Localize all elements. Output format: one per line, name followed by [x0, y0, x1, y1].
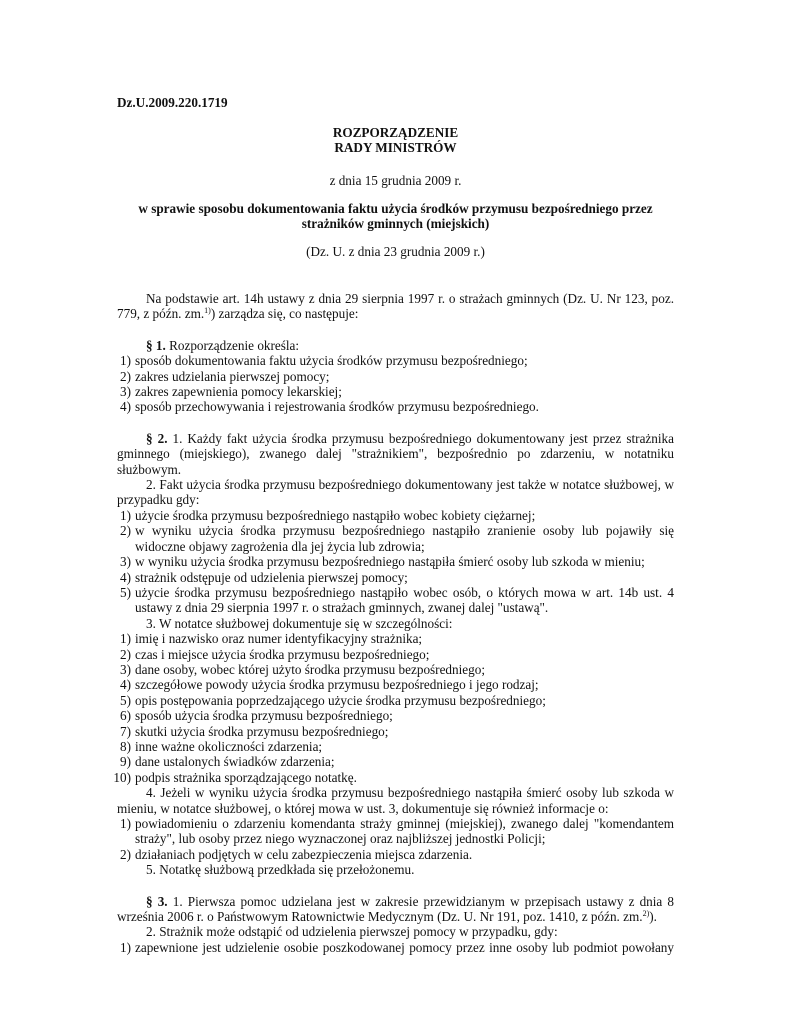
list-item	[117, 708, 674, 723]
list-item	[117, 816, 674, 847]
section-2-paragraph-5: 5. Notatkę służbową przedkłada się przełożonemu.	[146, 862, 415, 878]
title-line-2: RADY MINISTRÓW	[334, 140, 457, 156]
list-number: 2)	[120, 646, 131, 662]
list-number: 6)	[120, 708, 131, 724]
list-text: imię i nazwisko oraz numer identyfikacyjny strażnika;	[135, 631, 423, 647]
subject-text: w sprawie sposobu dokumentowania faktu użycia środków przymusu bezpośredniego przez strażników gminnych (miejskich)	[138, 201, 653, 232]
publication-note: (Dz. U. z dnia 23 grudnia 2009 r.)	[306, 244, 485, 259]
list-item	[117, 847, 674, 862]
document-title	[117, 125, 674, 156]
list-number: 5)	[120, 584, 131, 600]
list-number: 1)	[120, 631, 131, 647]
document-id: Dz.U.2009.220.1719	[117, 95, 228, 110]
list-text: strażnik odstępuje od udzielenia pierwszej pomocy;	[135, 569, 408, 585]
list-item	[117, 570, 674, 585]
list-item	[117, 631, 674, 646]
list-number: 4)	[120, 569, 131, 585]
list-number: 1)	[120, 939, 131, 955]
list-item	[117, 647, 674, 662]
list-text: zapewnione jest udzielenie osobie poszkodowanej pomocy przez inne osoby lub podmiot powołany	[135, 939, 674, 955]
list-item	[117, 662, 674, 677]
list-text: szczegółowe powody użycia środka przymusu bezpośredniego i jego rodzaj;	[135, 677, 539, 693]
list-number: 1)	[120, 816, 131, 831]
list-number: 1)	[120, 353, 131, 369]
list-item	[117, 940, 674, 955]
list-text: powiadomieniu o zdarzeniu komendanta straży gminnej (miejskiej), zwanego dalej "komendantem straży", lub osoby przez niego wyznaczonej oraz najbliższej jednostki Policji;	[135, 816, 674, 847]
list-text: opis postępowania poprzedzającego użycie środka przymusu bezpośredniego;	[135, 692, 546, 708]
section-2-paragraph-3: 3. W notatce służbowej dokumentuje się w szczególności:	[146, 615, 453, 631]
section-3-p1-after: ).	[649, 909, 657, 925]
list-text: sposób dokumentowania faktu użycia środków przymusu bezpośredniego;	[135, 353, 528, 369]
title-line-1: ROZPORZĄDZENIE	[332, 125, 459, 140]
list-number: 4)	[120, 399, 131, 415]
list-number: 7)	[120, 723, 131, 739]
list-item	[117, 585, 674, 616]
document-body	[113, 291, 674, 955]
preamble-before: Na podstawie art. 14h ustawy z dnia 29 sierpnia 1997 r. o strażach gminnych (Dz. U. Nr 123, poz. 779, z późn. zm.	[117, 291, 674, 322]
section-2-list-a	[117, 508, 674, 616]
section-2-paragraph-2: 2. Fakt użycia środka przymusu bezpośredniego dokumentowany jest także w notatce służbowej, w przypadku gdy:	[117, 477, 674, 508]
list-item	[117, 677, 674, 692]
list-text: skutki użycia środka przymusu bezpośredniego;	[135, 723, 389, 739]
list-item	[117, 724, 674, 739]
list-number: 8)	[120, 738, 131, 754]
list-text: podpis strażnika sporządzającego notatkę.	[135, 769, 357, 785]
section-3-paragraph-2: 2. Strażnik może odstąpić od udzielenia pierwszej pomocy w przypadku, gdy:	[146, 924, 558, 940]
list-number: 2)	[120, 523, 131, 539]
list-item	[117, 739, 674, 754]
section-2-list-b	[113, 631, 674, 785]
preamble-after: ) zarządza się, co następuje:	[210, 306, 359, 322]
list-item	[113, 769, 674, 785]
list-number: 2)	[120, 368, 131, 384]
list-text: dane osoby, wobec której użyto środka przymusu bezpośredniego;	[135, 661, 485, 677]
list-item	[117, 399, 674, 414]
section-2-p1-text: 1. Każdy fakt użycia środka przymusu bezpośredniego dokumentowany jest przez strażnika gminnego (miejskiego), zwanego dalej "strażnikiem", bezpośrednio po zdarzeniu, w notatniku służbowym.	[117, 430, 674, 477]
list-text: zakres udzielania pierwszej pomocy;	[135, 368, 330, 384]
section-3-paragraph-1	[117, 894, 674, 925]
list-number: 3)	[120, 384, 131, 400]
list-number: 2)	[120, 846, 131, 862]
section-1-label: § 1.	[146, 337, 166, 353]
footnote-ref-1: 1)	[204, 306, 211, 316]
section-2-list-c	[117, 816, 674, 862]
document-date: z dnia 15 grudnia 2009 r.	[329, 173, 462, 188]
list-item	[117, 369, 674, 384]
list-item	[117, 754, 674, 769]
section-3-list	[117, 940, 674, 955]
section-1-list	[117, 353, 674, 415]
list-number: 3)	[120, 661, 131, 677]
document-subject	[117, 201, 674, 232]
footnote-ref-2: 2)	[642, 909, 650, 919]
section-1-intro	[117, 338, 674, 353]
list-number: 1)	[120, 507, 131, 523]
list-text: sposób użycia środka przymusu bezpośredniego;	[135, 708, 393, 724]
list-item	[117, 693, 674, 708]
section-3-p1-before: 1. Pierwsza pomoc udzielana jest w zakresie przewidzianym w przepisach ustawy z dnia 8 września 2006 r. o Państwowym Ratownictwie Medycznym (Dz. U. Nr 191, poz. 1410, z późn. zm.	[117, 893, 674, 925]
list-number: 10)	[113, 769, 131, 785]
list-number: 3)	[120, 554, 131, 570]
list-text: czas i miejsce użycia środka przymusu bezpośredniego;	[135, 646, 430, 662]
list-text: w wyniku użycia środka przymusu bezpośredniego nastąpiła śmierć osoby lub szkoda w mieniu;	[135, 554, 645, 570]
list-number: 9)	[120, 754, 131, 770]
section-3-label: § 3.	[146, 893, 168, 909]
section-1-intro-text: Rozporządzenie określa:	[165, 337, 300, 353]
list-number: 5)	[120, 692, 131, 708]
list-text: działaniach podjętych w celu zabezpieczenia miejsca zdarzenia.	[135, 846, 473, 862]
section-2-label: § 2.	[146, 430, 168, 446]
list-text: sposób przechowywania i rejestrowania środków przymusu bezpośredniego.	[135, 399, 539, 415]
list-text: użycie środka przymusu bezpośredniego nastąpiło wobec osób, o których mowa w art. 14b ust. 4 ustawy z dnia 29 sierpnia 1997 r. o strażach gminnych, zwanej dalej "ustawą".	[135, 584, 674, 616]
list-text: dane ustalonych świadków zdarzenia;	[135, 754, 335, 770]
list-text: inne ważne okoliczności zdarzenia;	[135, 738, 323, 754]
list-text: użycie środka przymusu bezpośredniego nastąpiło wobec kobiety ciężarnej;	[135, 507, 536, 523]
list-item	[117, 353, 674, 368]
list-item	[117, 508, 674, 523]
list-number: 4)	[120, 677, 131, 693]
preamble	[117, 291, 674, 322]
list-text: zakres zapewnienia pomocy lekarskiej;	[135, 384, 342, 400]
list-text: w wyniku użycia środka przymusu bezpośredniego nastąpiło zranienie osoby lub pojawiły się widoczne objawy zagrożenia dla jej życia lub zdrowia;	[135, 523, 674, 554]
list-item	[117, 523, 674, 554]
list-item	[117, 384, 674, 399]
section-2-paragraph-4: 4. Jeżeli w wyniku użycia środka przymusu bezpośredniego nastąpiła śmierć osoby lub szkoda w mieniu, w notatce służbowej, o której mowa w ust. 3, dokumentuje się również informacje o:	[117, 785, 674, 816]
section-2-paragraph-1	[117, 431, 674, 477]
list-item	[117, 554, 674, 569]
